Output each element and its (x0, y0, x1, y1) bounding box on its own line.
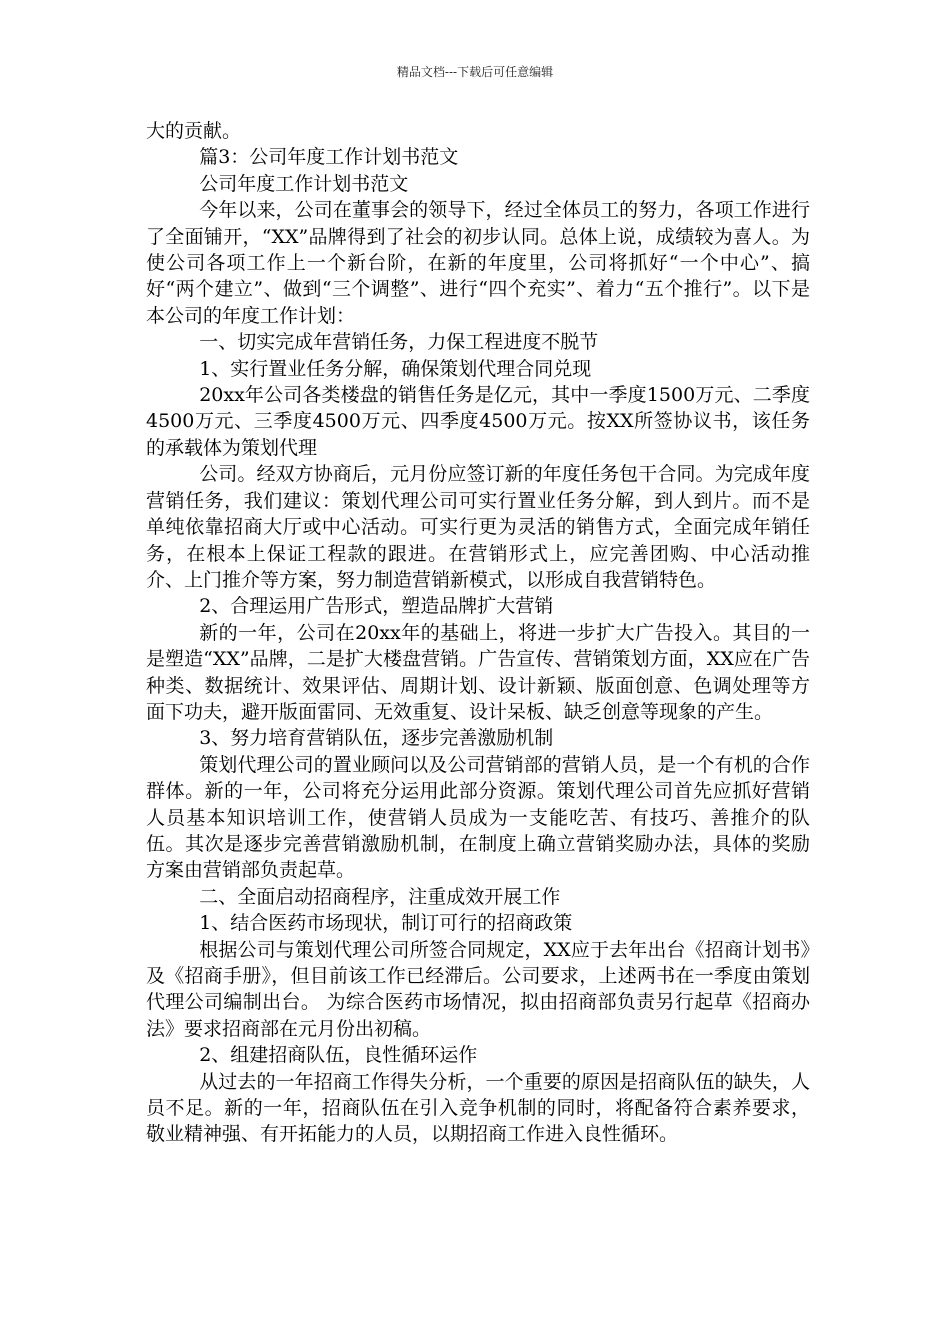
heading-level-1: 二、全面启动招商程序，注重成效开展工作 (199, 885, 561, 908)
paragraph: 从过去的一年招商工作得失分析，一个重要的原因是招商队伍的缺失，人员不足。新的一年，招商队伍在引入竞争机制的同时，将配备符合素养要求，敬业精神强、有开拓能力的人员，以期招商工作进入良性循环。 (146, 1070, 810, 1146)
heading-level-2: 2、组建招商队伍，良性循环运作 (199, 1044, 478, 1067)
heading-level-2: 3、努力培育营销队伍，逐步完善激励机制 (199, 727, 554, 750)
paragraph: 大的贡献。 (146, 120, 242, 142)
heading-level-2: 1、实行置业任务分解，确保策划代理合同兑现 (199, 357, 592, 380)
section-title: 篇3：公司年度工作计划书范文 (199, 146, 459, 169)
page-header: 精品文档---下载后可任意编辑 (396, 65, 554, 79)
paragraph: 公司。经双方协商后，元月份应签订新的年度任务包干合同。为完成年度营销任务，我们建议：策划代理公司可实行置业任务分解，到人到片。而不是单纯依靠招商大厅或中心活动。可实行更为灵活的销售方式，全面完成年销任务，在根本上保证工程款的跟进。在营销形式上，应完善团购、中心活动推介、上门推介等方案，努力制造营销新模式，以形成自我营销特色。 (146, 463, 810, 591)
document-title: 公司年度工作计划书范文 (199, 172, 409, 195)
paragraph: 20xx年公司各类楼盘的销售任务是亿元，其中一季度1500万元、二季度4500万元、三季度4500万元、四季度4500万元。按XX所签协议书，该任务的承载体为策划代理 (146, 384, 810, 459)
paragraph: 根据公司与策划代理公司所签合同规定，XX应于去年出台《招商计划书》及《招商手册》，但目前该工作已经滞后。公司要求，上述两书在一季度由策划代理公司编制出台。 为综合医药市场情况，拟由招商部负责另行起草《招商办法》要求招商部在元月份出初稿。 (146, 938, 810, 1040)
heading-level-1: 一、切实完成年营销任务，力保工程进度不脱节 (199, 331, 599, 354)
heading-level-2: 2、合理运用广告形式，塑造品牌扩大营销 (199, 595, 554, 618)
document-body (146, 118, 810, 1148)
paragraph: 今年以来，公司在董事会的领导下，经过全体员工的努力，各项工作进行了全面铺开，“XX”品牌得到了社会的初步认同。总体上说，成绩较为喜人。为使公司各项工作上一个新台阶，在新的年度里，公司将抓好“一个中心”、搞好“两个建立”、做到“三个调整”、进行“四个充实”、着力“五个推行”。以下是本公司的年度工作计划： (146, 199, 810, 327)
paragraph: 策划代理公司的置业顾问以及公司营销部的营销人员，是一个有机的合作群体。新的一年，公司将充分运用此部分资源。策划代理公司首先应抓好营销人员基本知识培训工作，使营销人员成为一支能吃苦、有技巧、善推介的队伍。其次是逐步完善营销激励机制，在制度上确立营销奖励办法，具体的奖励方案由营销部负责起草。 (146, 753, 810, 882)
heading-level-2: 1、结合医药市场现状，制订可行的招商政策 (199, 912, 573, 935)
paragraph: 新的一年，公司在20xx年的基础上，将进一步扩大广告投入。其目的一是塑造“XX”品牌，二是扩大楼盘营销。广告宣传、营销策划方面，XX应在广告种类、数据统计、效果评估、周期计划、设计新颖、版面创意、色调处理等方面下功夫，避开版面雷同、无效重复、设计呆板、缺乏创意等现象的产生。 (146, 621, 810, 723)
